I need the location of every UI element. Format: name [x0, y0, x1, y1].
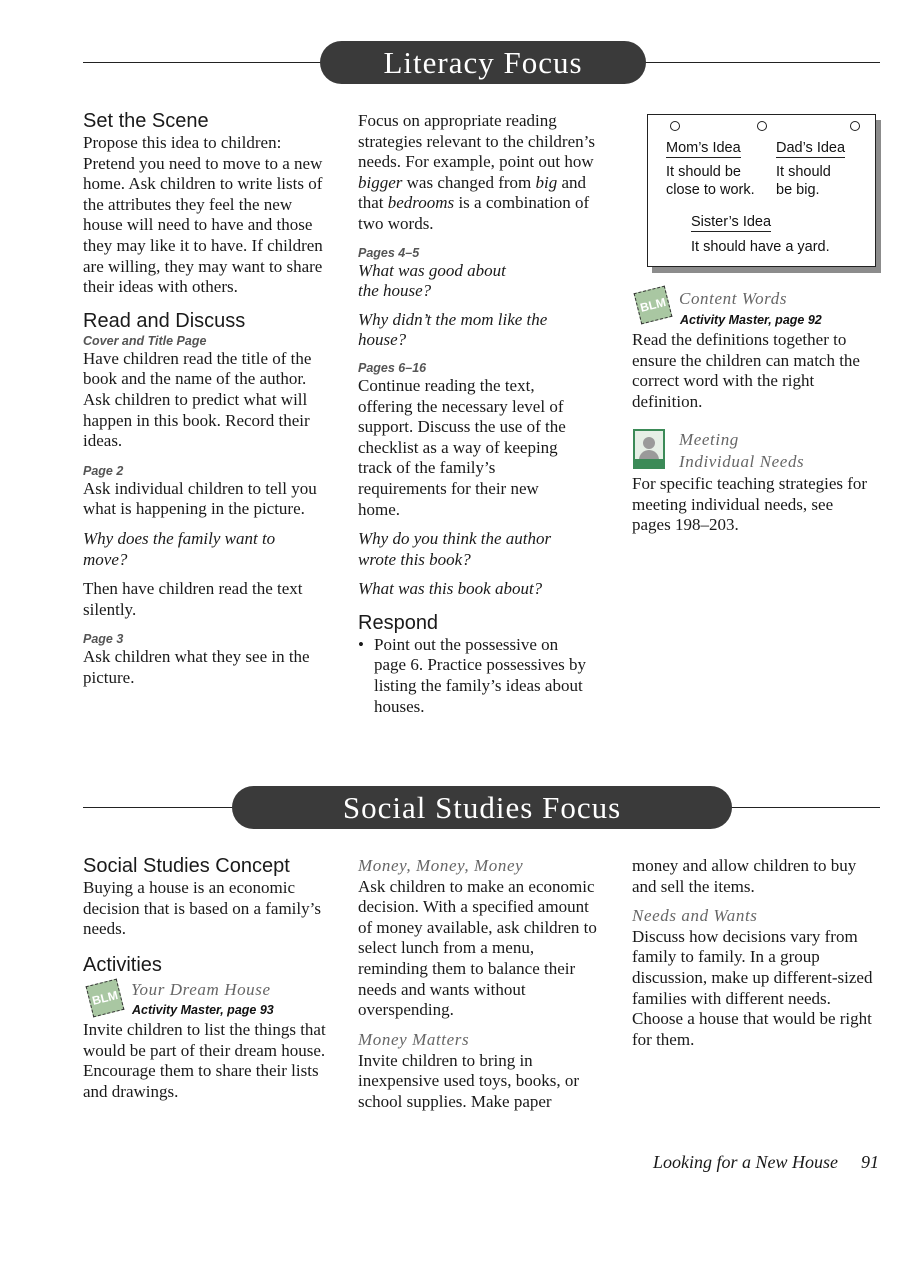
literacy-rule-left [83, 62, 323, 63]
word-bigger: bigger [358, 172, 403, 192]
reading-strategies-text: Focus on appropriate reading strategies relevant to the children’s needs. For example, point out how bigger was changed from big and that bedrooms is a combination of two words. [358, 111, 595, 233]
pages-6-16-text: Continue reading the text, offering the necessary level of support. Discuss the use of the checklist as a way of keeping track of the family’s requirements for their new home. [358, 375, 566, 519]
pages-6-16-label: Pages 6–16 [358, 360, 427, 375]
meeting-needs-text: For specific teaching strategies for meeting individual needs, see pages 198–203. [632, 474, 868, 535]
activities-heading: Activities [83, 953, 162, 976]
dream-house-activity-master: Activity Master, page 93 [132, 1003, 274, 1017]
chart-hole-middle-icon [757, 121, 767, 131]
dad-idea-title: Dad’s Idea [776, 140, 846, 156]
word-big: big [535, 172, 558, 192]
blm-content-words-icon: BLM [634, 286, 673, 325]
page-footer [653, 1152, 879, 1173]
page-2-label: Page 2 [83, 463, 124, 478]
money-matters-heading: Money Matters [358, 1030, 470, 1049]
money-matters-block [358, 1030, 593, 1112]
social-column-2 [358, 856, 603, 1021]
content-words-activity-master: Activity Master, page 92 [680, 313, 822, 327]
cover-title-label: Cover and Title Page [83, 333, 207, 348]
mom-idea-line-1: It should be [666, 164, 741, 180]
literacy-column-2 [358, 111, 598, 717]
footer-book-title: Looking for a New House [652, 1152, 838, 1172]
pages-4-5-label: Pages 4–5 [358, 245, 420, 260]
question-mom-like-house: Why didn’t the mom like the house? [358, 309, 548, 350]
money-money-text: Ask children to make an economic decision. With a specified amount of money available, ask children to select lunch from a menu, reminding them to balance their needs and wants without overspending. [358, 876, 597, 1020]
needs-person-head [643, 437, 655, 449]
meeting-needs-title-1: Meeting [679, 430, 739, 449]
page-number: 91 [861, 1152, 879, 1172]
literacy-focus-banner: Literacy Focus [320, 41, 646, 84]
meeting-needs-title-2: Individual Needs [679, 452, 805, 471]
social-concept-heading: Social Studies Concept [83, 855, 290, 877]
money-money-title: Money, Money, Money [358, 856, 524, 875]
word-bedrooms: bedrooms [387, 193, 455, 213]
needs-book [635, 459, 663, 467]
page-3-text: Ask children what they see in the picture. [83, 647, 310, 687]
literacy-column-1 [83, 110, 333, 688]
respond-bullet: • Point out the possessive on page 6. Practice possessives by listing the family’s ideas about houses. [358, 635, 586, 717]
read-and-discuss-heading: Read and Discuss [83, 309, 246, 332]
needs-wants-text: Discuss how decisions vary from family to family. In a group discussion, make up different-sized families with different needs. Choose a house that would be right for them. [632, 926, 873, 1049]
respond-list [358, 635, 586, 717]
dad-idea-line-1: It should [776, 164, 831, 180]
page-2-question: Why does the family want to move? [83, 528, 276, 569]
set-the-scene-text: Propose this idea to children: Pretend you need to move to a new home. Ask children to write lists of the attributes they feel the new house will need to have and those they may like it to have. If children are willing, they may want to share their ideas with others. [83, 133, 323, 297]
social-column-3 [632, 856, 882, 1050]
sister-idea-title: Sister’s Idea [691, 214, 772, 230]
meeting-needs-icon [633, 429, 665, 469]
blm-dream-house-icon: BLM [86, 979, 125, 1018]
social-rule-left [83, 807, 235, 808]
chart-hole-right-icon [850, 121, 860, 131]
page-3-label: Page 3 [83, 632, 124, 647]
chart-hole-left-icon [670, 121, 680, 131]
page-2-after: Then have children read the text silently. [83, 579, 303, 619]
respond-heading: Respond [358, 611, 439, 634]
social-studies-focus-banner: Social Studies Focus [232, 786, 732, 829]
social-column-1 [83, 855, 333, 977]
content-words-title: Content Words [679, 289, 788, 308]
dream-house-title: Your Dream House [131, 980, 271, 999]
dream-house-text: Invite children to list the things that would be part of their dream house. Encourage them to share their lists and drawings. [83, 1020, 326, 1101]
dad-idea-line-2: be big. [776, 182, 820, 198]
content-words-text: Read the definitions together to ensure the children can match the correct word with the right definition. [632, 330, 860, 411]
question-author-wrote: Why do you think the author wrote this book? [358, 529, 552, 569]
mom-idea-title: Mom’s Idea [666, 140, 741, 156]
needs-wants-title: Needs and Wants [632, 906, 758, 926]
mom-idea-line-2: close to work. [666, 182, 755, 198]
page-2-text: Ask individual children to tell you what is happening in the picture. [83, 478, 317, 519]
literacy-rule-right [644, 62, 880, 63]
set-the-scene-heading: Set the Scene [83, 110, 209, 132]
sister-idea-line-1: It should have a yard. [691, 239, 830, 255]
question-book-about: What was this book about? [358, 579, 543, 599]
social-rule-right [729, 807, 880, 808]
ideas-chart [647, 114, 876, 267]
social-concept-text: Buying a house is an economic decision that is based on a family’s needs. [83, 878, 321, 939]
cover-title-text: Have children read the title of the book and the name of the author. Ask children to predict what will happen in this book. Record their ideas. [83, 348, 312, 451]
money-matters-text: Invite children to bring in inexpensive used toys, books, or school supplies. Make paper [358, 1050, 579, 1111]
money-matters-continued: money and allow children to buy and sell the items. [632, 856, 857, 896]
question-good-about-house: What was good about the house? [358, 260, 506, 301]
